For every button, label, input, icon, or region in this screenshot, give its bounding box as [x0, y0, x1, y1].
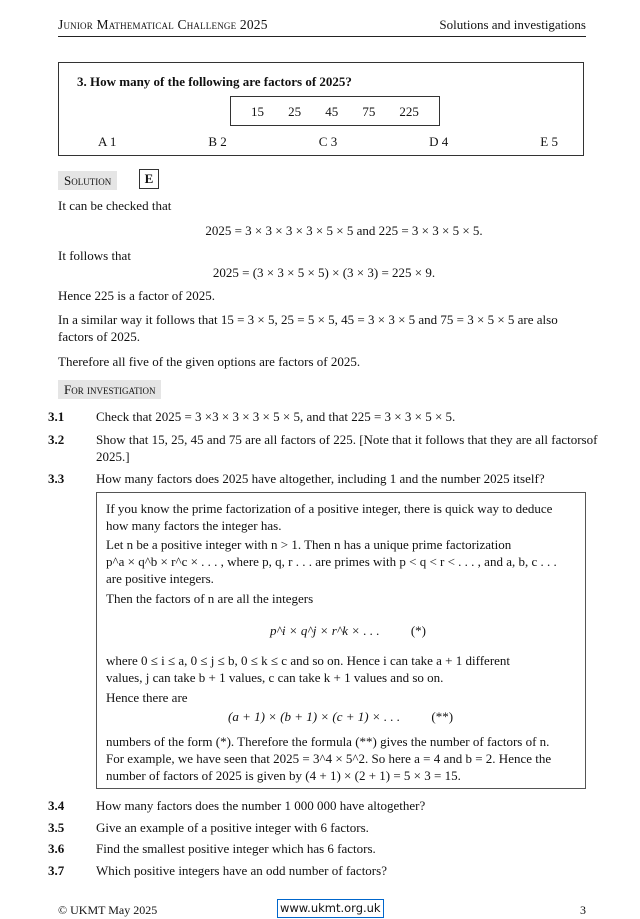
- solution-line-3: Hence 225 is a factor of 2025.: [58, 288, 216, 303]
- info-paragraph-2b: p^a × q^b × r^c × . . . , where p, q, r . . . are primes with p < q < r < . . . , and a, b, c . . .: [106, 554, 557, 569]
- question-text: 3. How many of the following are factors of 2025?: [77, 74, 352, 89]
- investigation-item-3-5: 3.5 Give an example of a positive integer with 6 factors.: [48, 820, 369, 835]
- running-header-title: Junior Mathematical Challenge 2025: [58, 17, 268, 32]
- solution-answer-box: E: [139, 169, 159, 189]
- info-paragraph-4a: where 0 ≤ i ≤ a, 0 ≤ j ≤ b, 0 ≤ k ≤ c and so on. Hence i can take a + 1 different: [106, 653, 511, 668]
- investigation-item-3-3: 3.3 How many factors does 2025 have altogether, including 1 and the number 2025 itself?: [48, 471, 545, 486]
- solution-equation-1: 2025 = 3 × 3 × 3 × 3 × 5 × 5 and 225 = 3 × 3 × 5 × 5.: [205, 223, 483, 238]
- investigation-item-3-1: 3.1 Check that 2025 = 3 ×3 × 3 × 3 × 5 × 5, and that 225 = 3 × 3 × 5 × 5.: [48, 409, 456, 424]
- investigation-item-3-6: 3.6 Find the smallest positive integer which has 6 factors.: [48, 841, 376, 856]
- solution-line-1: It can be checked that: [58, 198, 172, 213]
- header-divider: [58, 36, 586, 37]
- investigation-item-3-4: 3.4 How many factors does the number 1 000 000 have altogether?: [48, 798, 426, 813]
- choice-a: A 1: [98, 134, 117, 149]
- footer-website-link[interactable]: www.ukmt.org.uk: [277, 899, 384, 918]
- info-formula-1: p^i × q^j × r^k × . . . (*): [270, 623, 426, 638]
- investigation-label: For investigation: [58, 380, 161, 399]
- info-paragraph-2a: Let n be a positive integer with n > 1. Then n has a unique prime factorization: [106, 537, 512, 552]
- solution-conclusion: Therefore all five of the given options are factors of 2025.: [58, 354, 361, 369]
- info-paragraph-1: If you know the prime factorization of a positive integer, there is quick way to deduce how many factors the integer has.: [106, 501, 553, 533]
- info-paragraph-6b: For example, we have seen that 2025 = 3^4 × 5^2. So here a = 4 and b = 2. Hence the: [106, 751, 552, 766]
- choice-b: B 2: [208, 134, 227, 149]
- solution-label: Solution: [58, 171, 117, 190]
- info-paragraph-6c: number of factors of 2025 is given by (4 + 1) × (2 + 1) = 5 × 3 = 15.: [106, 768, 461, 783]
- option-45: 45: [325, 103, 339, 119]
- solution-line-4: In a similar way it follows that 15 = 3 × 5, 25 = 5 × 5, 45 = 3 × 3 × 5 and 75 = 3 × 5 × 5 are also factors of 2025.: [58, 312, 558, 344]
- running-header-section: Solutions and investigations: [439, 17, 586, 32]
- page-number: 3: [580, 903, 586, 917]
- option-75: 75: [362, 103, 376, 119]
- info-paragraph-6a: numbers of the form (*). Therefore the formula (**) gives the number of factors of n.: [106, 734, 550, 749]
- info-paragraph-4b: values, j can take b + 1 values, c can take k + 1 values and so on.: [106, 670, 444, 685]
- option-15: 15: [251, 103, 265, 119]
- investigation-item-3-7: 3.7 Which positive integers have an odd number of factors?: [48, 863, 387, 878]
- answer-choices: [98, 133, 558, 150]
- info-formula-2: (a + 1) × (b + 1) × (c + 1) × . . . (**): [228, 709, 454, 724]
- solution-equation-2: 2025 = (3 × 3 × 5 × 5) × (3 × 3) = 225 × 9.: [212, 265, 436, 280]
- choice-c: C 3: [318, 134, 338, 149]
- options-box: [230, 96, 440, 126]
- investigation-item-3-2: 3.2 Show that 15, 25, 45 and 75 are all factors of 225. [Note that it follows that they are all factorsof 2025.]: [48, 432, 598, 464]
- info-paragraph-2c: are positive integers.: [106, 571, 214, 586]
- option-225: 225: [399, 103, 419, 119]
- option-25: 25: [288, 103, 302, 119]
- info-paragraph-3: Then the factors of n are all the integers: [106, 591, 314, 606]
- info-paragraph-5: Hence there are: [106, 690, 188, 705]
- choice-d: D 4: [429, 134, 449, 149]
- choice-e: E 5: [540, 134, 558, 149]
- footer-copyright: © UKMT May 2025: [58, 903, 158, 917]
- solution-line-2: It follows that: [58, 248, 131, 263]
